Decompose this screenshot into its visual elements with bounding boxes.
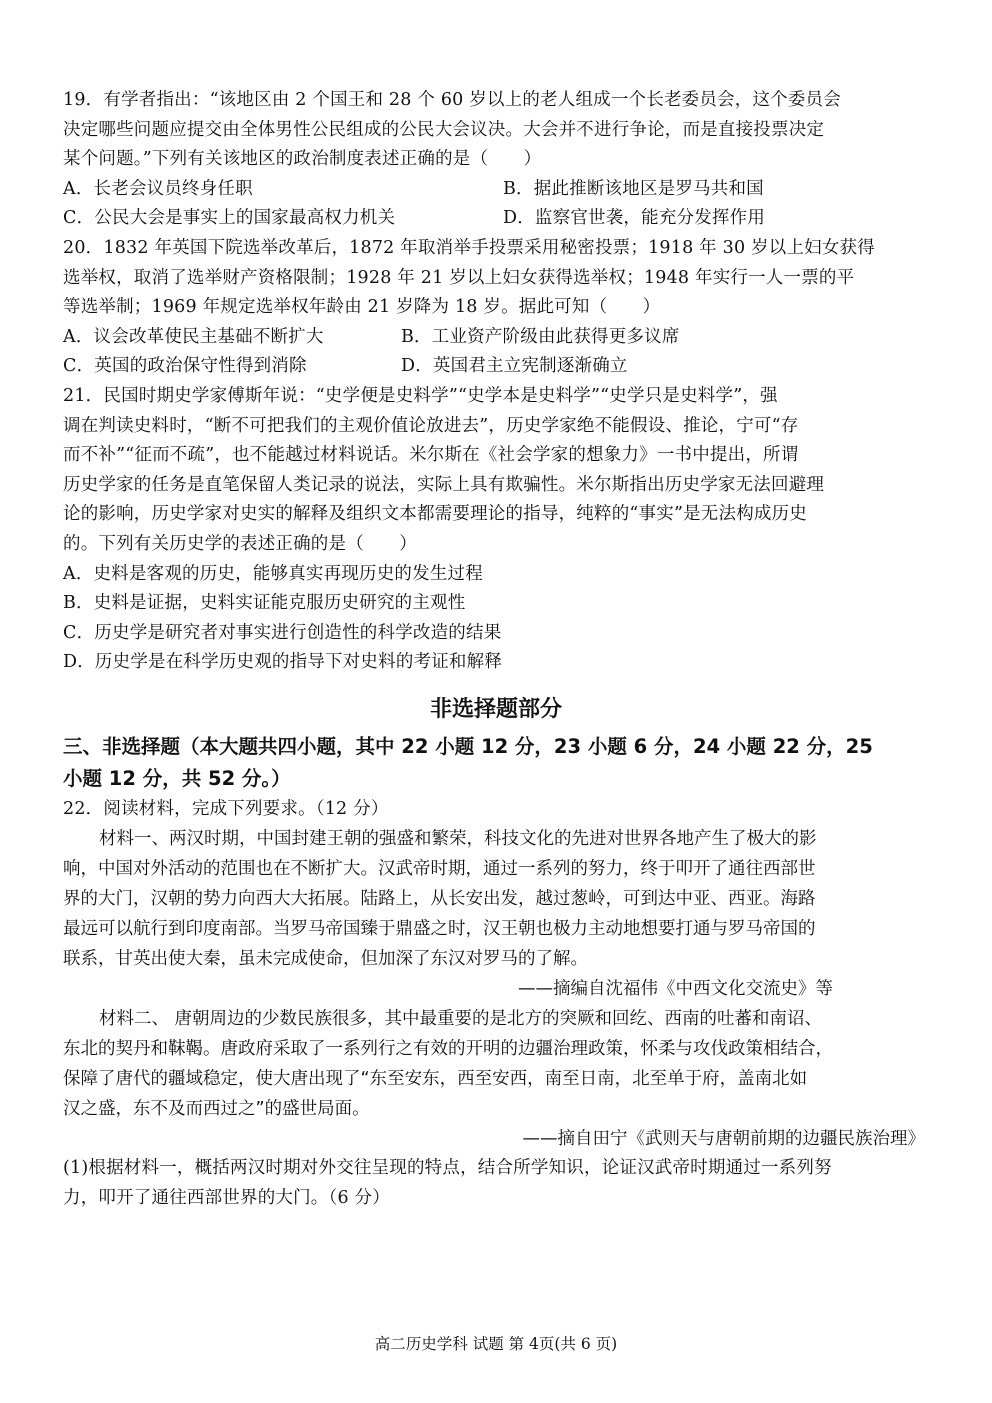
- material-1: [63, 824, 929, 1004]
- question-19-line: 某个问题。”下列有关该地区的政治制度表述正确的是（ ）: [63, 149, 542, 170]
- option-a: A．长老会议员终身任职: [63, 178, 253, 199]
- material-2-source: ——摘自田宁《武则天与唐朝前期的边疆民族治理》: [522, 1129, 925, 1150]
- material-1-line: 材料一、两汉时期，中国封建王朝的强盛和繁荣，科技文化的先进对世界各地产生了极大的影: [99, 829, 817, 850]
- question-21-line: 调在判读史料时，“断不可把我们的主观价值论放进去”，历史学家绝不能假设、推论，宁可“存: [63, 415, 799, 436]
- question-22: [63, 795, 929, 1214]
- question-19-options-row: [63, 204, 929, 234]
- option-c: C．英国的政治保守性得到消除: [63, 356, 307, 377]
- option-a: A．史料是客观的历史，能够真实再现历史的发生过程: [63, 563, 483, 584]
- sub-question-1: [63, 1154, 929, 1213]
- sub-question-1-line: (1)根据材料一，概括两汉时期对外交往呈现的特点，结合所学知识，论证汉武帝时期通过一系列努: [63, 1158, 832, 1179]
- question-19: [63, 86, 929, 234]
- material-1-line: 联系，甘英出使大秦，虽未完成使命，但加深了东汉对罗马的了解。: [63, 949, 588, 970]
- option-b: B．工业资产阶级由此获得更多议席: [401, 326, 680, 347]
- question-21-line: 而不补”“征而不疏”，也不能越过材料说话。米尔斯在《社会学家的想象力》一书中提出，所谓: [63, 445, 799, 466]
- material-1-source: ——摘编自沈福伟《中西文化交流史》等: [518, 979, 833, 1000]
- page-footer: 高二历史学科 试题 第 4页(共 6 页): [374, 1335, 618, 1353]
- question-21-line: 历史学家的任务是直笔保留人类记录的说法，实际上具有欺骗性。米尔斯指出历史学家无法回避理: [63, 474, 825, 495]
- material-1-line: 界的大门，汉朝的势力向西大大拓展。陆路上，从长安出发，越过葱岭，可到达中亚、西亚。海路: [63, 889, 816, 910]
- material-2-line: 东北的契丹和靺鞨。唐政府采取了一系列行之有效的开明的边疆治理政策，怀柔与攻伐政策相结合，: [63, 1039, 833, 1060]
- material-1-line: 响，中国对外活动的范围也在不断扩大。汉武帝时期，通过一系列的努力，终于叩开了通往西部世: [63, 859, 816, 880]
- part-3-heading-line: 三、非选择题（本大题共四小题，其中 22 小题 12 分，23 小题 6 分，24 小题 22 分，25: [63, 734, 873, 758]
- section-title: 非选择题部分: [429, 696, 562, 722]
- option-c: C．历史学是研究者对事实进行创造性的科学改造的结果: [63, 622, 502, 643]
- question-21-line: 论的影响，历史学家对史实的解释及组织文本都需要理论的指导，纯粹的“事实”是无法构成历史: [63, 504, 807, 525]
- option-d: D．历史学是在科学历史观的指导下对史料的考证和解释: [63, 652, 503, 673]
- question-20-line: 选举权，取消了选举财产资格限制；1928 年 21 岁以上妇女获得选举权；1948 年实行一人一票的平: [63, 267, 855, 288]
- option-d: D．监察官世袭，能充分发挥作用: [503, 208, 766, 229]
- question-20: [63, 234, 929, 382]
- question-20-options-row: [63, 323, 929, 353]
- question-19-line: 19．有学者指出：“该地区由 2 个国王和 28 个 60 岁以上的老人组成一个长老委员会，这个委员会: [63, 90, 841, 110]
- option-b: B．据此推断该地区是罗马共和国: [503, 178, 764, 199]
- material-1-line: 最远可以航行到印度南部。当罗马帝国臻于鼎盛之时，汉王朝也极力主动地想要打通与罗马帝国的: [63, 919, 816, 940]
- option-d: D．英国君主立宪制逐渐确立: [401, 356, 628, 377]
- question-21: [63, 382, 929, 678]
- question-20-line: 20．1832 年英国下院选举改革后，1872 年取消举手投票采用秘密投票；1918 年 30 岁以上妇女获得: [63, 237, 875, 258]
- option-c: C．公民大会是事实上的国家最高权力机关: [63, 208, 396, 229]
- material-2-line: 保障了唐代的疆域稳定，使大唐出现了“东至安东，西至安西，南至日南，北至单于府，盖南北如: [63, 1069, 808, 1090]
- part-3-heading: [63, 731, 929, 795]
- question-19-options-row: [63, 175, 929, 205]
- sub-question-1-line: 力，叩开了通往西部世界的大门。（6 分）: [63, 1188, 390, 1209]
- question-20-line: 等选举制；1969 年规定选举权年龄由 21 岁降为 18 岁。据此可知（ ）: [63, 297, 661, 318]
- option-a: A．议会改革使民主基础不断扩大: [63, 326, 324, 347]
- question-21-line: 的。下列有关历史学的表述正确的是（ ）: [63, 533, 417, 554]
- question-21-line: 21．民国时期史学家傅斯年说：“史学便是史料学”“史学本是史料学”“史学只是史料学”，强: [63, 385, 778, 406]
- question-22-intro: 22．阅读材料，完成下列要求。（12 分）: [63, 798, 389, 819]
- option-b: B．史料是证据，史料实证能克服历史研究的主观性: [63, 593, 466, 614]
- exam-page: [63, 86, 929, 1214]
- material-2-line: 材料二、 唐朝周边的少数民族很多，其中最重要的是北方的突厥和回纥、西南的吐蕃和南诏、: [99, 1009, 823, 1030]
- part-3-heading-line: 小题 12 分，共 52 分。）: [63, 766, 291, 790]
- material-2-line: 汉之盛，东不及而西过之”的盛世局面。: [63, 1099, 370, 1120]
- question-19-line: 决定哪些问题应提交由全体男性公民组成的公民大会议决。大会并不进行争论，而是直接投票决定: [63, 119, 825, 140]
- question-20-options-row: [63, 352, 929, 382]
- material-2: [63, 1004, 929, 1154]
